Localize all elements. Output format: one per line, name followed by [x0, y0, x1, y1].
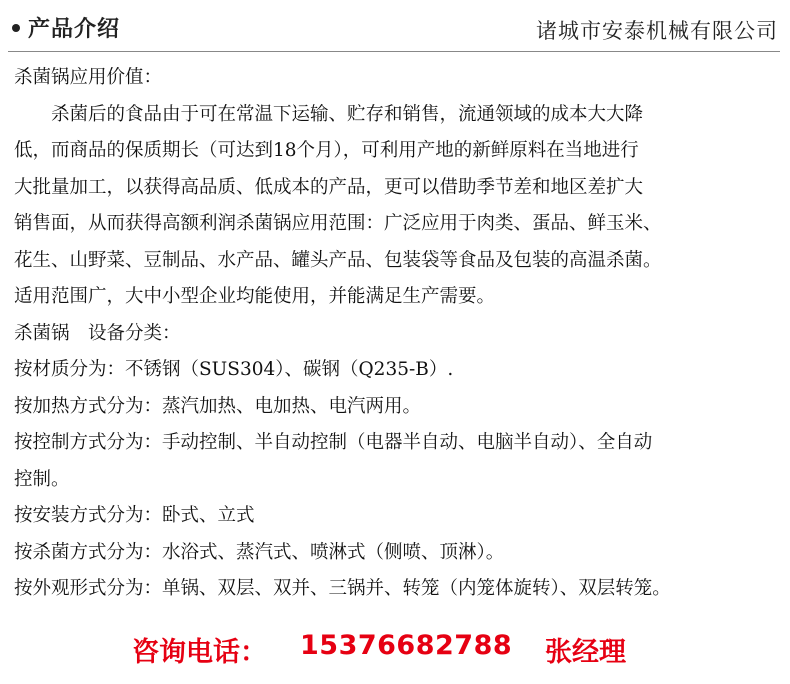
- text-line: 按外观形式分为：单锅、双层、双并、三锅并、转笼（内笼体旋转）、双层转笼。: [14, 578, 671, 599]
- bullet-dot-icon: [12, 24, 20, 32]
- text-line: 适用范围广，大中小型企业均能使用，并能满足生产需要。: [14, 286, 496, 307]
- text-line: 销售面，从而获得高额利润杀菌锅应用范围：广泛应用于肉类、蛋品、鲜玉米、: [14, 213, 662, 234]
- text-line: 杀菌锅 设备分类：: [14, 322, 181, 344]
- text-line: 杀菌后的食品由于可在常温下运输、贮存和销售，流通领域的成本大大降: [51, 103, 644, 125]
- section-header: [0, 0, 790, 52]
- text-line: 低，而商品的保质期长（可达到18个月），可利用产地的新鲜原料在当地进行: [14, 140, 639, 161]
- text-line: 杀菌锅应用价值：: [14, 67, 163, 88]
- contact-bar: [0, 630, 790, 670]
- section-title: 产品介绍: [28, 17, 121, 42]
- text-line: 按杀菌方式分为：水浴式、蒸汽式、喷淋式（侧喷、顶淋）。: [14, 541, 505, 563]
- product-description: [14, 60, 780, 608]
- text-line: 按材质分为：不锈钢（SUS304）、碳钢（Q235-B）.: [14, 359, 454, 380]
- text-line: 按加热方式分为：蒸汽加热、电加热、电汽两用。: [14, 395, 422, 417]
- contact-phone[interactable]: 15376682788: [300, 630, 513, 661]
- company-name: 诸城市安泰机械有限公司: [536, 19, 778, 43]
- text-line: 控制。: [14, 468, 70, 490]
- text-line: 按安装方式分为：卧式、立式: [14, 505, 255, 526]
- text-line: 大批量加工，以获得高品质、低成本的产品，更可以借助季节差和地区差扩大: [14, 176, 644, 198]
- header-divider: [8, 51, 780, 52]
- text-line: 按控制方式分为：手动控制、半自动控制（电器半自动、电脑半自动）、全自动: [14, 432, 653, 453]
- contact-person: 张经理: [545, 637, 626, 668]
- contact-label: 咨询电话：: [132, 637, 267, 668]
- text-line: 花生、山野菜、豆制品、水产品、罐头产品、包装袋等食品及包装的高温杀菌。: [14, 249, 662, 271]
